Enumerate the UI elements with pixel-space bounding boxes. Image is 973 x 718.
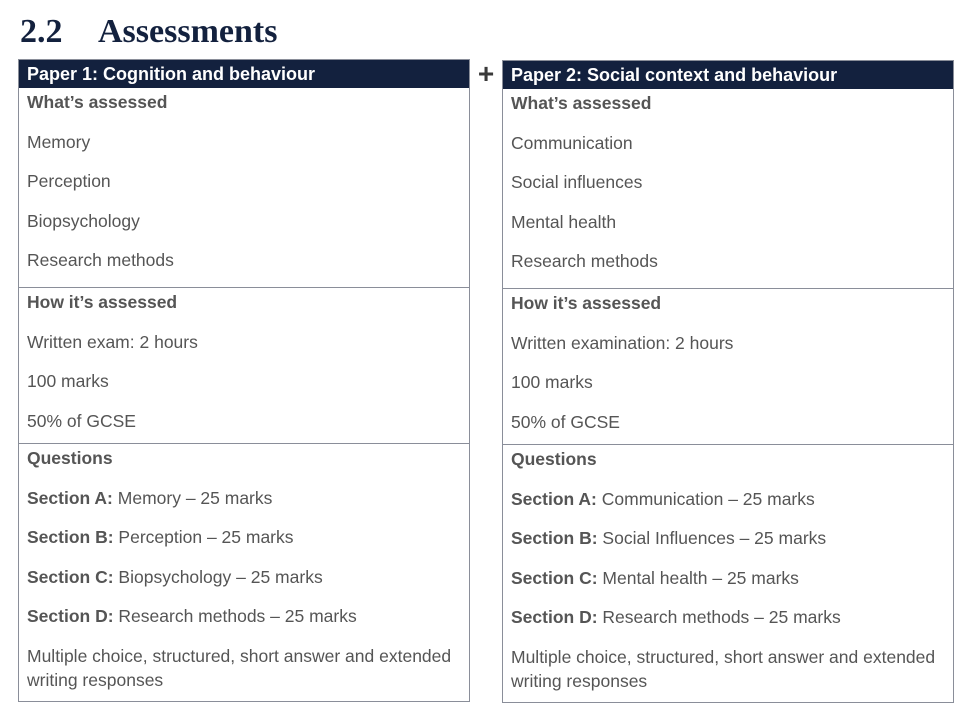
- questions-heading: Questions: [27, 448, 113, 468]
- question-section-label: Section A:: [27, 487, 113, 508]
- question-section: [27, 604, 461, 628]
- assessed-topic: Communication: [511, 132, 633, 153]
- paper-1-box: [18, 59, 470, 702]
- heading-number: 2.2: [20, 13, 63, 50]
- question-section: [511, 605, 945, 629]
- assessment-detail: Written examination: 2 hours: [511, 332, 734, 353]
- question-section-label: Section B:: [27, 527, 114, 547]
- page-heading: [20, 12, 277, 52]
- paper-1-how-assessed: [19, 287, 469, 443]
- assessed-topic: Mental health: [511, 211, 617, 232]
- question-section-text: Perception – 25 marks: [118, 527, 294, 547]
- assessment-detail: 100 marks: [511, 372, 593, 392]
- assessed-topic: Social influences: [511, 172, 643, 192]
- question-section-text: Research methods – 25 marks: [118, 606, 357, 626]
- question-section-text: Social Influences – 25 marks: [602, 528, 827, 548]
- paper-2-questions: [503, 444, 953, 704]
- question-section: [511, 487, 945, 511]
- paper-2-title: Paper 2: Social context and behaviour: [503, 61, 953, 89]
- how-assessed-heading: How it’s assessed: [511, 293, 662, 313]
- question-section-label: Section C:: [511, 567, 598, 588]
- paper-1-questions: [19, 443, 469, 703]
- question-section-text: Biopsychology – 25 marks: [118, 566, 323, 587]
- assessed-topic: Perception: [27, 171, 111, 191]
- question-format-note: Multiple choice, structured, short answer and extended writing responses: [27, 645, 452, 690]
- paper-2-whats-assessed: [503, 91, 953, 288]
- whats-assessed-heading: What’s assessed: [27, 92, 168, 112]
- assessed-topic: Research methods: [27, 250, 174, 270]
- assessed-topic: Biopsychology: [27, 210, 140, 231]
- question-section-label: Section D:: [27, 606, 114, 626]
- question-section-label: Section C:: [27, 566, 114, 587]
- question-format-note: Multiple choice, structured, short answer and extended writing responses: [511, 646, 936, 691]
- whats-assessed-heading: What’s assessed: [511, 93, 652, 113]
- question-section-label: Section A:: [511, 488, 597, 509]
- assessment-detail: Written exam: 2 hours: [27, 331, 198, 352]
- question-section-text: Communication – 25 marks: [601, 488, 815, 509]
- assessed-topic: Memory: [27, 131, 91, 152]
- assessment-detail: 50% of GCSE: [511, 411, 620, 432]
- question-section-label: Section D:: [511, 607, 598, 627]
- question-section-text: Memory – 25 marks: [117, 487, 273, 508]
- assessed-topic: Research methods: [511, 251, 658, 271]
- assessment-detail: 100 marks: [27, 371, 109, 391]
- question-section: [511, 526, 945, 550]
- assessment-detail: 50% of GCSE: [27, 410, 136, 431]
- paper-1-whats-assessed: [19, 90, 469, 287]
- question-section: [511, 566, 945, 590]
- paper-2-box: [502, 60, 954, 703]
- question-section: [27, 565, 461, 589]
- question-section-label: Section B:: [511, 528, 598, 548]
- plus-icon: +: [477, 58, 495, 89]
- question-section: [27, 525, 461, 549]
- question-section: [27, 486, 461, 510]
- questions-heading: Questions: [511, 449, 597, 469]
- paper-1-title: Paper 1: Cognition and behaviour: [19, 60, 469, 88]
- question-section-text: Research methods – 25 marks: [602, 607, 841, 627]
- question-section-text: Mental health – 25 marks: [602, 567, 799, 588]
- paper-2-how-assessed: [503, 288, 953, 444]
- heading-title: Assessments: [98, 13, 278, 50]
- how-assessed-heading: How it’s assessed: [27, 292, 178, 312]
